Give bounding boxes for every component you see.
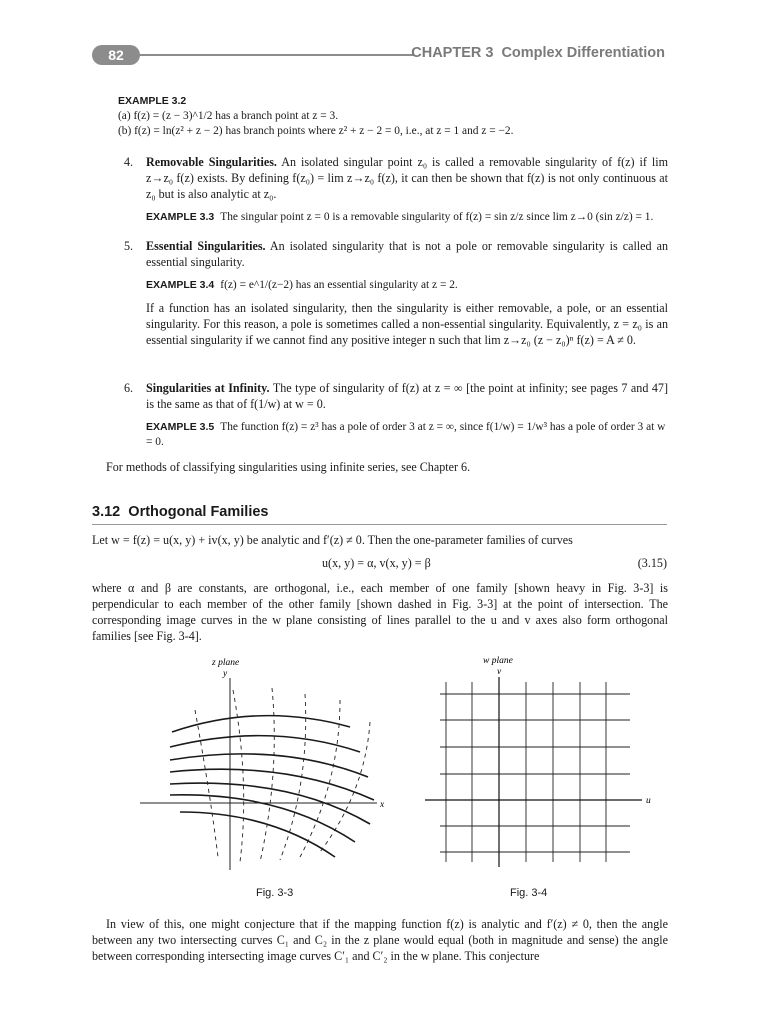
item-paragraph xyxy=(146,238,668,270)
item-title: Essential Singularities. xyxy=(146,239,266,253)
w-plane-label: w plane xyxy=(483,656,513,666)
dashed-curve xyxy=(233,690,244,862)
item-text: The type of singularity of f(z) at z = ∞ [the point at infinity; see pages 7 and 47] is the same as that of f(1/w) at w = 0. xyxy=(146,381,668,411)
essential-paragraph: If a function has an isolated singularity, then the singularity is either removable, a pole, or an essential singularity. For this reason, a pole is sometimes called a non-essential singularity. Equivalently, z = z₀ is an essential singularity if we cannot find any positive integer n such that lim z→z₀ (z − z₀)ⁿ f(z) = A ≠ 0. xyxy=(146,301,668,347)
header-rule xyxy=(138,54,414,56)
example-text: The function f(z) = z³ has a pole of order 3 at z = ∞, since f(1/w) = 1/w³ has a pole of order 3 at w = 0. xyxy=(146,421,666,448)
example-text: f(z) = e^1/(z−2) has an essential singularity at z = 2. xyxy=(220,279,458,291)
dashed-curve xyxy=(260,688,274,862)
figure-3-4-caption: Fig. 3-4 xyxy=(510,887,548,899)
example-text: The singular point z = 0 is a removable singularity of f(z) = sin z/z since lim z→0 (sin z/z) = 1. xyxy=(220,211,654,223)
item-number: 4. xyxy=(124,155,134,169)
page-number: 82 xyxy=(92,45,140,65)
y-axis-label: y xyxy=(223,669,228,679)
item-title: Removable Singularities. xyxy=(146,155,277,169)
chapter-title: Complex Differentiation xyxy=(501,45,665,61)
figure-3-4 xyxy=(420,652,670,870)
dashed-curve xyxy=(280,694,306,860)
dashed-curve xyxy=(320,722,370,852)
example-label: EXAMPLE 3.3 xyxy=(146,211,215,223)
item-text: An isolated singular point z₀ is called a removable singularity of f(z) if lim z→z₀ f(z) exists. By defining f(z₀) = lim z→z₀ f(z), it can then be shown that f(z) is not only continuous at z₀ but is also analytic at z₀. xyxy=(146,155,669,201)
section-rule xyxy=(92,524,667,525)
item-paragraph xyxy=(146,380,668,412)
chapter-heading xyxy=(411,45,665,61)
closing-paragraph: In view of this, one might conjecture that if the mapping function f(z) is analytic and f′(z) ≠ 0, then the angle between any two intersecting curves C₁ and C₂ in the z plane would equal (both in magnitude and sense) the angle between corresponding intersecting image curves C′₁ and C′₂ in the w plane. This conjecture xyxy=(92,917,668,963)
item-number: 5. xyxy=(124,239,134,253)
item-paragraph xyxy=(146,154,668,202)
methods-note: For methods of classifying singularities using infinite series, see Chapter 6. xyxy=(106,460,471,474)
example-label: EXAMPLE 3.2 xyxy=(118,95,187,107)
example-part-b: (b) f(z) = ln(z² + z − 2) has branch points where z² + z − 2 = 0, i.e., at z = 1 and z = −2. xyxy=(118,125,514,137)
example-3-2 xyxy=(118,95,668,139)
example-label: EXAMPLE 3.4 xyxy=(146,279,215,291)
item-number: 6. xyxy=(124,381,134,395)
v-axis-label: v xyxy=(497,667,502,677)
equation-body: u(x, y) = α, v(x, y) = β xyxy=(322,556,431,570)
u-axis-label: u xyxy=(646,796,651,806)
chapter-number: CHAPTER 3 xyxy=(411,45,494,61)
figure-3-3 xyxy=(140,652,402,870)
item-title: Singularities at Infinity. xyxy=(146,381,270,395)
section-title: Orthogonal Families xyxy=(128,504,269,520)
orthogonal-paragraph: where α and β are constants, are orthogonal, i.e., each member of one family [shown heavy in Fig. 3-3] is perpendicular to each member of the other family [shown dashed in Fig. 3-3] at the point of intersection. The corresponding image curves in the w plane consisting of lines parallel to the u and v axes also form orthogonal families [see Fig. 3-4]. xyxy=(92,581,668,643)
solid-curve xyxy=(170,795,355,842)
example-part-a: (a) f(z) = (z − 3)^1/2 has a branch point at z = 3. xyxy=(118,110,339,122)
section-number: 3.12 xyxy=(92,504,121,520)
example-3-4 xyxy=(146,278,668,293)
item-removable-singularities xyxy=(124,154,669,225)
section-intro: Let w = f(z) = u(x, y) + iv(x, y) be analytic and f′(z) ≠ 0. Then the one-parameter families of curves xyxy=(92,533,573,547)
item-singularities-at-infinity xyxy=(124,380,668,450)
example-3-5 xyxy=(146,420,668,450)
equation-number: (3.15) xyxy=(637,556,667,570)
x-axis-label: x xyxy=(380,800,385,810)
item-essential-singularities xyxy=(124,238,668,348)
section-heading xyxy=(92,504,268,520)
solid-curve xyxy=(170,736,360,752)
grid-lines xyxy=(440,682,630,862)
figure-3-3-caption: Fig. 3-3 xyxy=(256,887,294,899)
example-label: EXAMPLE 3.5 xyxy=(146,421,215,433)
example-3-3 xyxy=(146,210,668,225)
z-plane-label: z plane xyxy=(212,658,240,668)
item-text: An isolated singularity that is not a pole or removable singularity is called an essential singularity. xyxy=(146,239,668,269)
solid-curve xyxy=(170,754,368,777)
dashed-curve-family xyxy=(195,688,370,862)
